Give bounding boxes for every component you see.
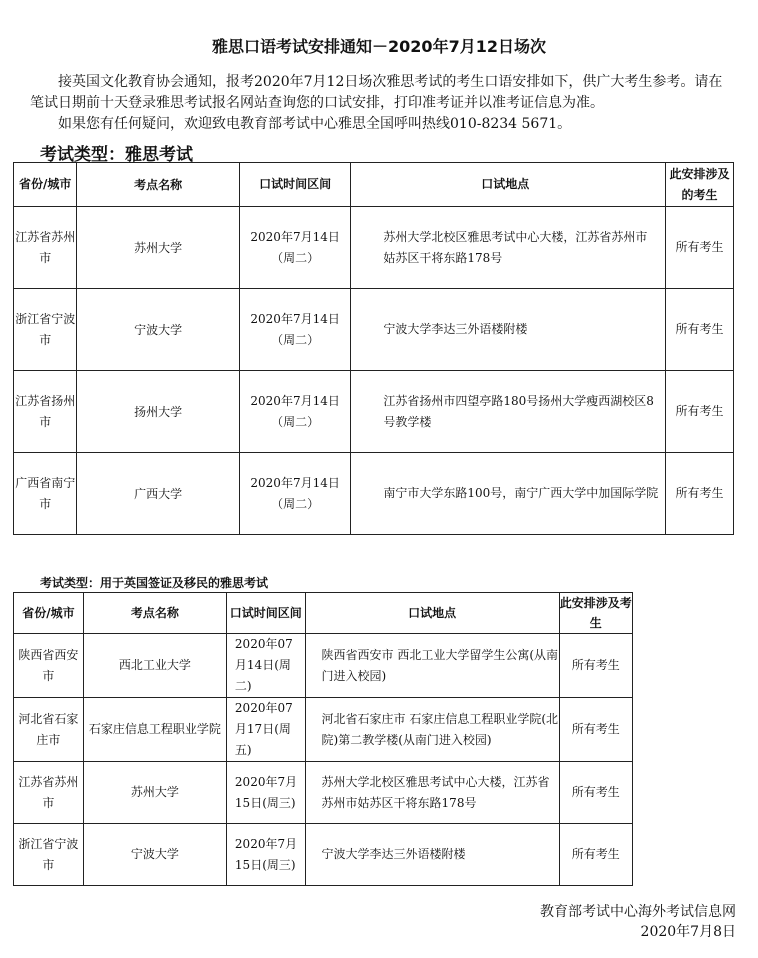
cell-time: 2020年07月14日(周二) [226,634,305,698]
table-header-row [14,163,734,207]
header-time: 口试时间区间 [239,163,350,207]
cell-location: 宁波大学李达三外语楼附楼 [351,289,666,371]
cell-center: 苏州大学 [77,207,240,289]
cell-center: 西北工业大学 [83,634,226,698]
table-row [14,371,734,453]
cell-candidates: 所有考生 [559,634,632,698]
cell-candidates: 所有考生 [559,762,632,824]
cell-location: 苏州大学北校区雅思考试中心大楼，江苏省苏州市姑苏区干将东路178号 [351,207,666,289]
cell-candidates: 所有考生 [666,207,734,289]
intro-paragraph-1: 接英国文化教育协会通知，报考2020年7月12日场次雅思考试的考生口语安排如下，供广大考生参考。请在笔试日期前十天登录雅思考试报名网站查询您的口试安排，打印准考证并以准考证信息为准。 [30,74,723,111]
cell-time: 2020年7月15日(周三) [226,824,305,886]
table-row [14,762,633,824]
cell-time: 2020年07月17日(周五) [226,698,305,762]
cell-center: 宁波大学 [83,824,226,886]
cell-location: 河北省石家庄市 石家庄信息工程职业学院(北院)第二教学楼(从南门进入校园) [305,698,559,762]
header-province: 省份/城市 [14,163,77,207]
cell-time: 2020年7月14日（周二） [239,207,350,289]
table-row [14,289,734,371]
cell-candidates: 所有考生 [666,371,734,453]
header-candidates: 此安排涉及考生 [559,593,632,634]
table-row [14,698,633,762]
intro-text [30,72,730,135]
cell-candidates: 所有考生 [666,289,734,371]
footer [540,902,736,942]
table-row [14,634,633,698]
cell-location: 陕西省西安市 西北工业大学留学生公寓(从南门进入校园) [305,634,559,698]
header-center: 考点名称 [83,593,226,634]
cell-province: 江苏省苏州市 [14,762,84,824]
cell-province: 广西省南宁市 [14,453,77,535]
cell-center: 苏州大学 [83,762,226,824]
cell-province: 江苏省扬州市 [14,371,77,453]
page-title: 雅思口语考试安排通知－2020年7月12日场次 [212,37,546,56]
cell-candidates: 所有考生 [559,824,632,886]
ukvi-schedule-table [13,592,633,886]
cell-province: 陕西省西安市 [14,634,84,698]
cell-candidates: 所有考生 [666,453,734,535]
cell-location: 宁波大学李达三外语楼附楼 [305,824,559,886]
footer-date: 2020年7月8日 [640,924,736,940]
header-time: 口试时间区间 [226,593,305,634]
footer-organization: 教育部考试中心海外考试信息网 [540,904,736,920]
cell-province: 河北省石家庄市 [14,698,84,762]
cell-center: 扬州大学 [77,371,240,453]
cell-center: 广西大学 [77,453,240,535]
header-center: 考点名称 [77,163,240,207]
cell-time: 2020年7月14日（周二） [239,453,350,535]
cell-candidates: 所有考生 [559,698,632,762]
cell-time: 2020年7月14日（周二） [239,289,350,371]
section1-label: 考试类型：雅思考试 [40,145,193,165]
cell-province: 浙江省宁波市 [14,824,84,886]
cell-center: 宁波大学 [77,289,240,371]
table-row [14,207,734,289]
header-candidates: 此安排涉及的考生 [666,163,734,207]
cell-time: 2020年7月15日(周三) [226,762,305,824]
cell-center: 石家庄信息工程职业学院 [83,698,226,762]
header-province: 省份/城市 [14,593,84,634]
ielts-schedule-table [13,162,734,535]
table-row [14,453,734,535]
section2-label: 考试类型：用于英国签证及移民的雅思考试 [40,576,269,590]
cell-province: 江苏省苏州市 [14,207,77,289]
cell-province: 浙江省宁波市 [14,289,77,371]
table-header-row [14,593,633,634]
table-row [14,824,633,886]
intro-paragraph-2: 如果您有任何疑问，欢迎致电教育部考试中心雅思全国呼叫热线010-8234 5671。 [58,116,572,132]
cell-location: 江苏省扬州市四望亭路180号扬州大学瘦西湖校区8号教学楼 [351,371,666,453]
cell-time: 2020年7月14日（周二） [239,371,350,453]
header-location: 口试地点 [305,593,559,634]
cell-location: 苏州大学北校区雅思考试中心大楼，江苏省苏州市姑苏区干将东路178号 [305,762,559,824]
header-location: 口试地点 [351,163,666,207]
cell-location: 南宁市大学东路100号，南宁广西大学中加国际学院 [351,453,666,535]
